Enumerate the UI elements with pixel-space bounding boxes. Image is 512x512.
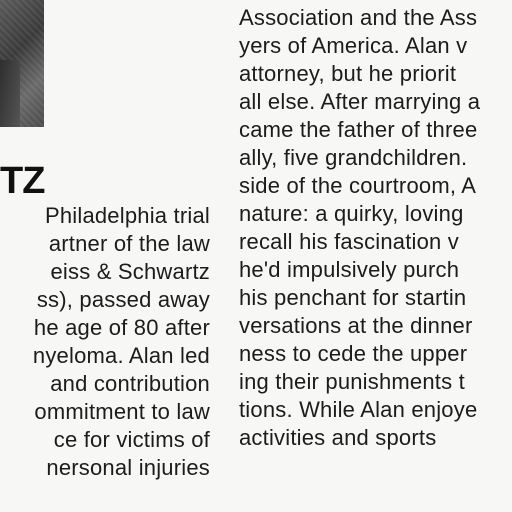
text-line: ing their punishments t [239,369,465,394]
text-line: ommitment to law [34,399,210,424]
text-line: nature: a quirky, loving [239,201,464,226]
text-line: ally, five grandchildren. [239,145,468,170]
text-line: yers of America. Alan v [239,33,468,58]
text-line: ss), passed away [36,287,210,312]
text-line: nersonal injuries [46,455,210,480]
article-right-column [239,4,512,452]
article-headline: TZ [0,160,45,202]
text-line: ce for victims of [53,427,210,452]
text-line: his penchant for startin [239,285,467,310]
text-line: artner of the law [48,231,210,256]
article-left-column [0,202,210,482]
text-line: tions. While Alan enjoye [239,397,478,422]
text-line: nyeloma. Alan led [32,343,210,368]
text-line: versations at the dinner [239,313,473,338]
text-line: and contribution [50,371,210,396]
text-line: side of the courtroom, A [239,173,477,198]
text-line: eiss & Schwartz [50,259,210,284]
text-line: he age of 80 after [33,315,210,340]
text-line: Association and the Ass [239,5,478,30]
text-line: activities and sports [239,425,437,450]
text-line: attorney, but he priorit [239,61,457,86]
text-line: all else. After marrying a [239,89,481,114]
text-line: Philadelphia trial [44,203,210,228]
portrait-photo [0,0,44,127]
text-line: he'd impulsively purch [239,257,460,282]
text-line: recall his fascination v [239,229,460,254]
text-line: ness to cede the upper [239,341,468,366]
text-line: came the father of three [239,117,478,142]
